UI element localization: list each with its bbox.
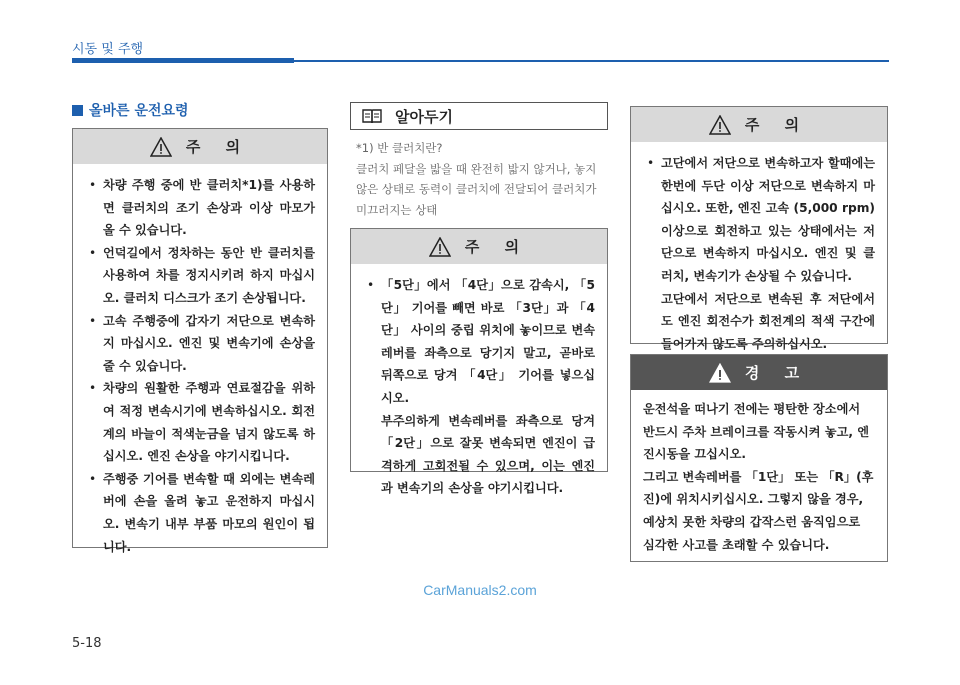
warning-body	[631, 390, 887, 556]
warning-triangle-icon	[709, 363, 731, 383]
caution-header	[351, 229, 607, 264]
caution-list	[631, 142, 887, 355]
section-title	[72, 100, 189, 120]
warning-triangle-icon	[709, 115, 731, 135]
warning-paragraph: 그리고 변속레버를 「1단」 또는 「R」(후진)에 위치시키십시오. 그렇지 않을 경우, 예상치 못한 차량의 갑작스런 움직임으로 심각한 사고를 초래할 수 있습니다.	[643, 469, 874, 552]
square-bullet-icon	[72, 105, 83, 116]
caution-item: • 주행중 기어를 변속할 때 외에는 변속레버에 손을 올려 놓고 운전하지 마십시오. 변속기 내부 부품 마모의 원인이 됩니다.	[87, 468, 315, 558]
caution-box-left	[72, 128, 328, 554]
caution-item-continuation: 부주의하게 변속레버를 좌측으로 당겨 「2단」으로 잘못 변속되면 엔진이 급격하게 고회전될 수 있으며, 이는 엔진과 변속기의 손상을 야기시킵니다.	[381, 413, 595, 496]
memo-term: *1) 반 클러치란?	[356, 141, 443, 155]
page-number: 5-18	[72, 636, 102, 651]
memo-body	[356, 138, 606, 220]
caution-box-right	[630, 106, 888, 351]
caution-item-text: • 「5단」에서 「4단」으로 감속시, 「5단」 기어를 빼면 바로 「3단」과 「4단」 사이의 중립 위치에 놓이므로 변속레버를 좌측으로 당기지 말고, 곧바로 뒤쪽으로 당겨 「4단」 기어를 넣으십시오.	[381, 278, 595, 405]
caution-title: 주 의	[185, 138, 251, 156]
warning-box-right	[630, 354, 888, 562]
caution-item	[645, 152, 875, 355]
memo-definition: 클러치 페달을 밟을 때 완전히 밟지 않거나, 놓지 않은 상태로 동력이 클러치에 전달되어 클러치가 미끄러지는 상태	[356, 161, 597, 217]
caution-header	[73, 129, 327, 164]
watermark: CarManuals2.com	[423, 582, 537, 598]
caution-item: • 언덕길에서 정차하는 동안 반 클러치를 사용하여 차를 정지시키려 하지 마십시오. 클러치 디스크가 조기 손상됩니다.	[87, 242, 315, 310]
caution-list	[351, 264, 607, 500]
caution-item	[365, 274, 595, 500]
caution-title: 주 의	[744, 116, 810, 134]
caution-box-middle	[350, 228, 608, 496]
caution-item: • 차량의 원활한 주행과 연료절감을 위하여 적정 변속시기에 변속하십시오. 회전계의 바늘이 적색눈금을 넘지 않도록 하십시오. 엔진 손상을 야기시킵니다.	[87, 377, 315, 467]
warning-title: 경 고	[744, 364, 810, 382]
chapter-title: 시동 및 주행	[72, 42, 144, 57]
header-bar	[72, 58, 294, 63]
caution-item-text: • 고단에서 저단으로 변속하고자 할때에는 한번에 두단 이상 저단으로 변속하지 마십시오. 또한, 엔진 고속 (5,000 rpm) 이상으로 회전하고 있는 상태에서는 저단으로 변속하지 마십시오. 엔진 및 클러치, 변속기가 손상될 수 있습니다.	[661, 156, 875, 283]
warning-paragraph: 운전석을 떠나기 전에는 평탄한 장소에서 반드시 주차 브레이크를 작동시켜 놓고, 엔진시동을 끄십시오.	[643, 402, 869, 462]
memo-title: 알아두기	[395, 107, 453, 126]
warning-header	[631, 355, 887, 390]
caution-item-continuation: 고단에서 저단으로 변속된 후 저단에서도 엔진 회전수가 회전계의 적색 구간에 들어가지 않도록 주의하십시오.	[661, 291, 875, 351]
header-rule	[294, 60, 889, 62]
memo-header	[350, 102, 608, 130]
caution-list	[73, 164, 327, 558]
section-title-text: 올바른 운전요령	[89, 103, 189, 119]
caution-item: • 차량 주행 중에 반 클러치*1)를 사용하면 클러치의 조기 손상과 이상 마모가 올 수 있습니다.	[87, 174, 315, 242]
caution-item: • 고속 주행중에 갑자기 저단으로 변속하지 마십시오. 엔진 및 변속기에 손상을 줄 수 있습니다.	[87, 310, 315, 378]
caution-header	[631, 107, 887, 142]
caution-title: 주 의	[464, 238, 530, 256]
warning-triangle-icon	[150, 137, 172, 157]
book-icon	[361, 107, 383, 125]
warning-triangle-icon	[429, 237, 451, 257]
